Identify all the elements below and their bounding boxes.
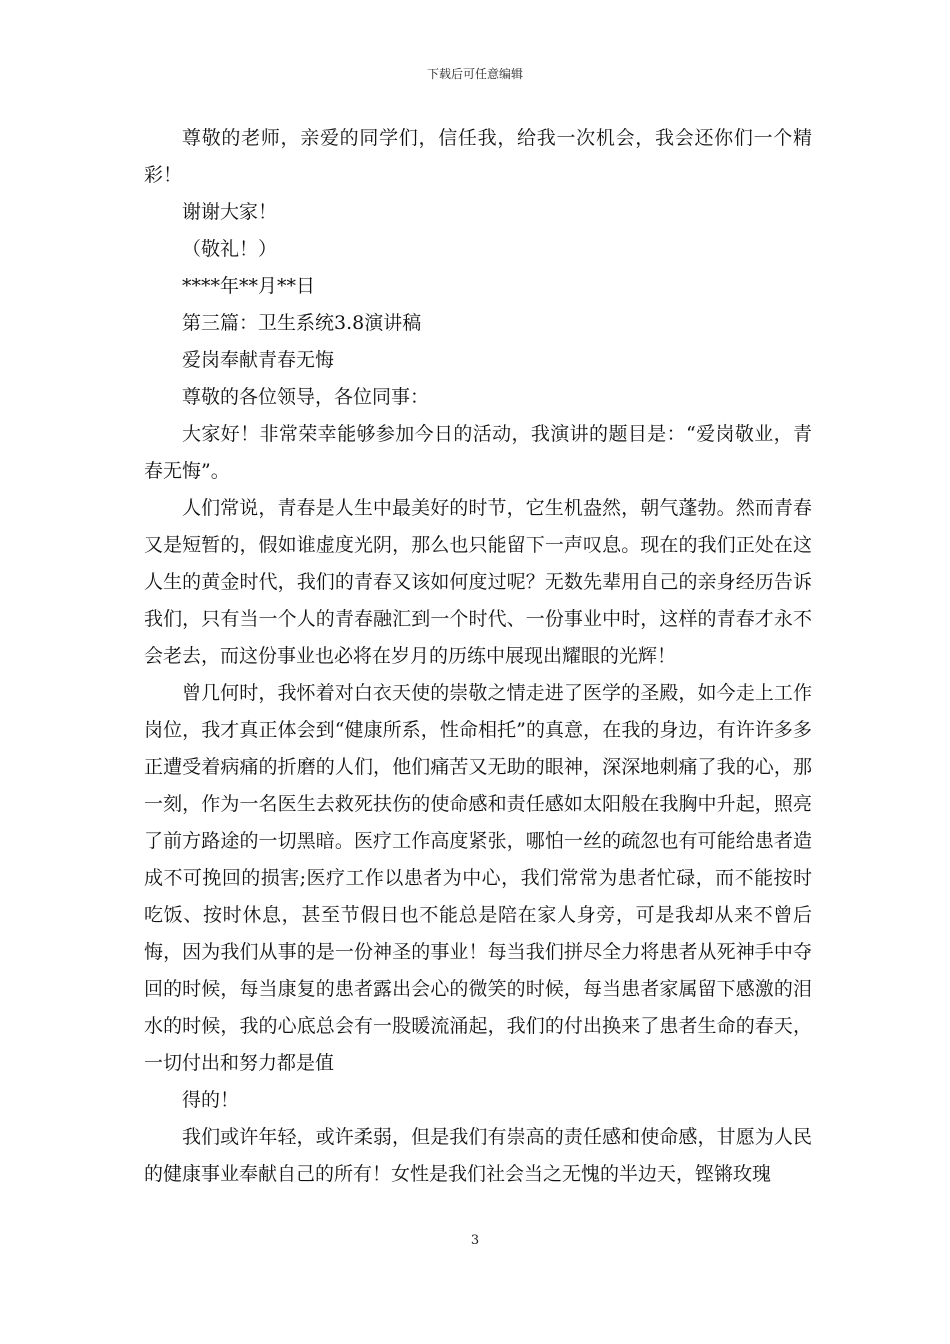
speech-title: 爱岗奉献青春无悔 [182,349,335,371]
paragraph: 曾几何时，我怀着对白衣天使的崇敬之情走进了医学的圣殿，如今走上工作岗位，我才真正体会到“健康所系，性命相托”的真意，在我的身边，有许许多多正遭受着病痛的折磨的人们，他们痛苦又无助的眼神，深深地刺痛了我的心，那一刻，作为一名医生去救死扶伤的使命感和责任感如太阳般在我胸中升起，照亮了前方路途的一切黑暗。医疗工作高度紧张，哪怕一丝的疏忽也有可能给患者造成不可挽回的损害;医疗工作以患者为中心，我们常常为患者忙碌，而不能按时吃饭、按时休息，甚至节假日也不能总是陪在家人身旁，可是我却从来不曾后悔，因为我们从事的是一份神圣的事业！每当我们拼尽全力将患者从死神手中夺回的时候，每当康复的患者露出会心的微笑的时候，每当患者家属留下感激的泪水的时候，我的心底总会有一股暖流涌起，我们的付出换来了患者生命的春天，一切付出和努力都是值 [144,682,812,1074]
paragraph: （敬礼！） [182,238,278,260]
paragraph: 谢谢大家！ [182,201,278,223]
date-line: ****年**月**日 [182,275,316,297]
paragraph: 尊敬的老师，亲爱的同学们，信任我，给我一次机会，我会还你们一个精彩！ [144,127,812,186]
paragraph: 得的！ [182,1089,240,1111]
page-header: 下载后可任意编辑 [426,67,523,81]
salutation: 尊敬的各位领导，各位同事： [182,386,430,408]
section-heading: 第三篇：卫生系统3.8演讲稿 [182,312,422,334]
paragraph: 我们或许年轻，或许柔弱，但是我们有崇高的责任感和使命感，甘愿为人民的健康事业奉献自己的所有！女性是我们社会当之无愧的半边天，铿锵玫瑰 [144,1126,812,1185]
document-body [144,120,812,1193]
paragraph: 人们常说，青春是人生中最美好的时节，它生机盎然，朝气蓬勃。然而青春又是短暂的，假如谁虚度光阴，那么也只能留下一声叹息。现在的我们正处在这人生的黄金时代，我们的青春又该如何度过呢？无数先辈用自己的亲身经历告诉我们，只有当一个人的青春融汇到一个时代、一份事业中时，这样的青春才永不会老去，而这份事业也必将在岁月的历练中展现出耀眼的光辉！ [144,497,812,667]
paragraph: 大家好！非常荣幸能够参加今日的活动，我演讲的题目是：“爱岗敬业，青春无悔”。 [144,423,812,482]
page-number: 3 [470,1233,480,1248]
